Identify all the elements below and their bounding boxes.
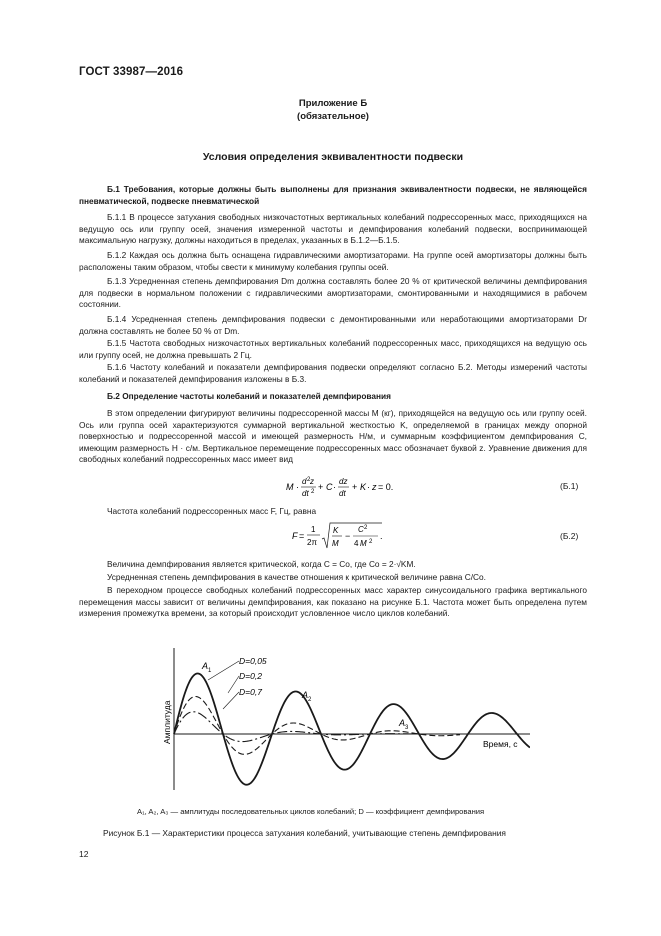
figure-legend-note: A₁, A₂, A₃ — амплитуды последовательных циклов колебаний; D — коэффициент демпфирования: [137, 807, 485, 816]
b1-paragraph-4: Б.1.4 Усредненная степень демпфирования подвески с демонтированными или неработающими амортизаторами Dr должна составлять не более 50 % от Dm.: [79, 314, 587, 336]
svg-text:M: M: [332, 539, 339, 548]
equation-b2: [292, 520, 402, 556]
svg-text:2: 2: [311, 489, 315, 495]
curve-d-005: [174, 673, 530, 784]
svg-text:dz: dz: [339, 477, 348, 486]
label-a1: A: [202, 661, 209, 671]
b1-paragraph-6: Б.1.6 Частоту колебаний и показатели демпфирования подвески определяют согласно Б.2. Методы измерений частоты колебаний и показателей демпфирования изложены в Б.3.: [79, 362, 587, 384]
svg-text:C: C: [326, 482, 333, 492]
section-title: Условия определения эквивалентности подвески: [202, 151, 464, 163]
b1-paragraph-3: Б.1.3 Усредненная степень демпфирования Dm должна составлять более 20 % от критической величины демпфирования для подвески в нормальном положении с гидравлическими амортизаторами, смонтированными и находящимися в рабочем состоянии.: [79, 276, 587, 310]
svg-text:dt: dt: [339, 489, 346, 498]
svg-text:+: +: [318, 482, 324, 492]
b2-paragraph-1: В этом определении фигурируют величины подрессоренной массы M (кг), приходящейся на ведущую ось или группу осей. Ось или группа осей характеризуются суммарной вертикальной жесткостью K, определяемой в границах между опорной поверхностью и подрессоренной массой и имеющей размерность Н/м, и суммарным коэффициентом демпфирования C, имеющим размерность Н · с/м. Вертикальное перемещение подрессоренных масс обозначает буквой z. Уравнение движения для свободных колебаний подрессоренных масс имеет вид: [79, 408, 587, 465]
svg-text:4: 4: [354, 539, 359, 548]
b1-paragraph-2: Б.1.2 Каждая ось должна быть оснащена гидравлическими амортизаторами. На группе осей амортизаторы должны быть расположены таким образом, чтобы свести к минимуму колебания группы осей.: [79, 250, 587, 272]
b2-heading: Б.2 Определение частоты колебаний и показателей демпфирования: [107, 391, 391, 401]
leader-d-02: [228, 676, 239, 693]
equation-b1-graphic: [286, 476, 426, 500]
svg-text:K: K: [333, 526, 339, 535]
b2-paragraph-3: Величина демпфирования является критической, когда C = Co, где Co = 2·√KM.: [107, 559, 416, 569]
page-number: 12: [79, 849, 89, 859]
figure-caption: Рисунок Б.1 — Характеристики процесса затухания колебаний, учитывающие степень демпфирования: [103, 828, 506, 838]
annex-title: Приложение Б: [298, 98, 368, 109]
b2-paragraph-2: Частота колебаний подрессоренных масс F, Гц, равна: [107, 506, 317, 516]
figure-b1: [160, 648, 530, 790]
leader-d-005: [208, 661, 239, 680]
b1-heading: Б.1 Требования, которые должны быть выполнены для признания эквивалентности подвески, не являющейся пневматической, подвеске пневматической: [79, 184, 587, 206]
svg-text:2: 2: [369, 539, 373, 545]
equation-b1-number: (Б.1): [560, 481, 579, 491]
annex-status: (обязательное): [297, 111, 369, 122]
svg-text:−: −: [345, 531, 351, 541]
svg-text:2π: 2π: [307, 538, 317, 547]
document-header: ГОСТ 33987—2016: [79, 66, 184, 78]
damping-figure: [160, 648, 530, 790]
svg-text:= 0.: = 0.: [378, 482, 394, 492]
b1-paragraph-5: Б.1.5 Частота свободных низкочастотных вертикальных колебаний подрессоренных масс, приходящихся на ведущую ось или группу осей, не должна превышать 2 Гц.: [79, 338, 587, 360]
svg-text:·: ·: [367, 482, 370, 492]
legend-d-07: D=0,7: [239, 687, 262, 697]
annex-block: [79, 97, 587, 123]
svg-text:M: M: [360, 539, 367, 548]
equation-b1: [286, 476, 426, 502]
svg-text:2: 2: [307, 477, 311, 483]
svg-text:z: z: [310, 477, 314, 486]
label-a3: A: [399, 718, 406, 728]
label-a1-sub: 1: [208, 668, 212, 674]
equation-b2-graphic: [292, 520, 402, 554]
svg-text:=: =: [299, 531, 305, 541]
svg-text:1: 1: [311, 525, 316, 534]
label-a2: A: [302, 690, 309, 700]
equation-b2-number: (Б.2): [560, 531, 579, 541]
svg-text:·: ·: [296, 482, 299, 492]
svg-text:C: C: [358, 525, 364, 534]
y-axis-label: Амплитуда: [162, 700, 172, 744]
label-a2-sub: 2: [308, 697, 312, 703]
b2-paragraph-4: Усредненная степень демпфирования в качестве отношения к критической величине равна C/Co.: [107, 572, 486, 582]
svg-text:K: K: [360, 482, 367, 492]
svg-text:d: d: [302, 477, 307, 486]
legend-d-02: D=0,2: [239, 671, 262, 681]
b1-paragraph-1: Б.1.1 В процессе затухания свободных низкочастотных вертикальных колебаний подрессоренных масс, приходящихся на ведущую ось или группу осей, значения измеренной частоты и демпфирования колебаний подвески, воспринимающей максимальную нагрузку, должны находиться в пределах, указанных в Б.1.2—Б.1.5.: [79, 212, 587, 246]
label-a3-sub: 3: [405, 725, 409, 731]
b2-paragraph-5: В переходном процессе свободных колебаний подрессоренных масс характер синусоидального графика вертикального перемещения массы зависит от величины демпфирования, как показано на рисунке Б.1. Частота может быть определена путем измерения промежутка времени, за который происходит условленное число циклов колебаний.: [79, 585, 587, 619]
svg-text:2: 2: [364, 525, 368, 531]
svg-text:z: z: [372, 482, 377, 492]
svg-text:M: M: [286, 482, 294, 492]
svg-text:.: .: [380, 531, 383, 541]
legend-d-005: D=0,05: [239, 656, 267, 666]
svg-text:F: F: [292, 531, 298, 541]
svg-text:+: +: [352, 482, 358, 492]
curve-d-07: [174, 712, 420, 742]
svg-text:dt: dt: [302, 489, 309, 498]
leader-d-07: [223, 692, 239, 709]
x-axis-label: Время, с: [483, 739, 518, 749]
svg-text:·: ·: [333, 482, 336, 492]
